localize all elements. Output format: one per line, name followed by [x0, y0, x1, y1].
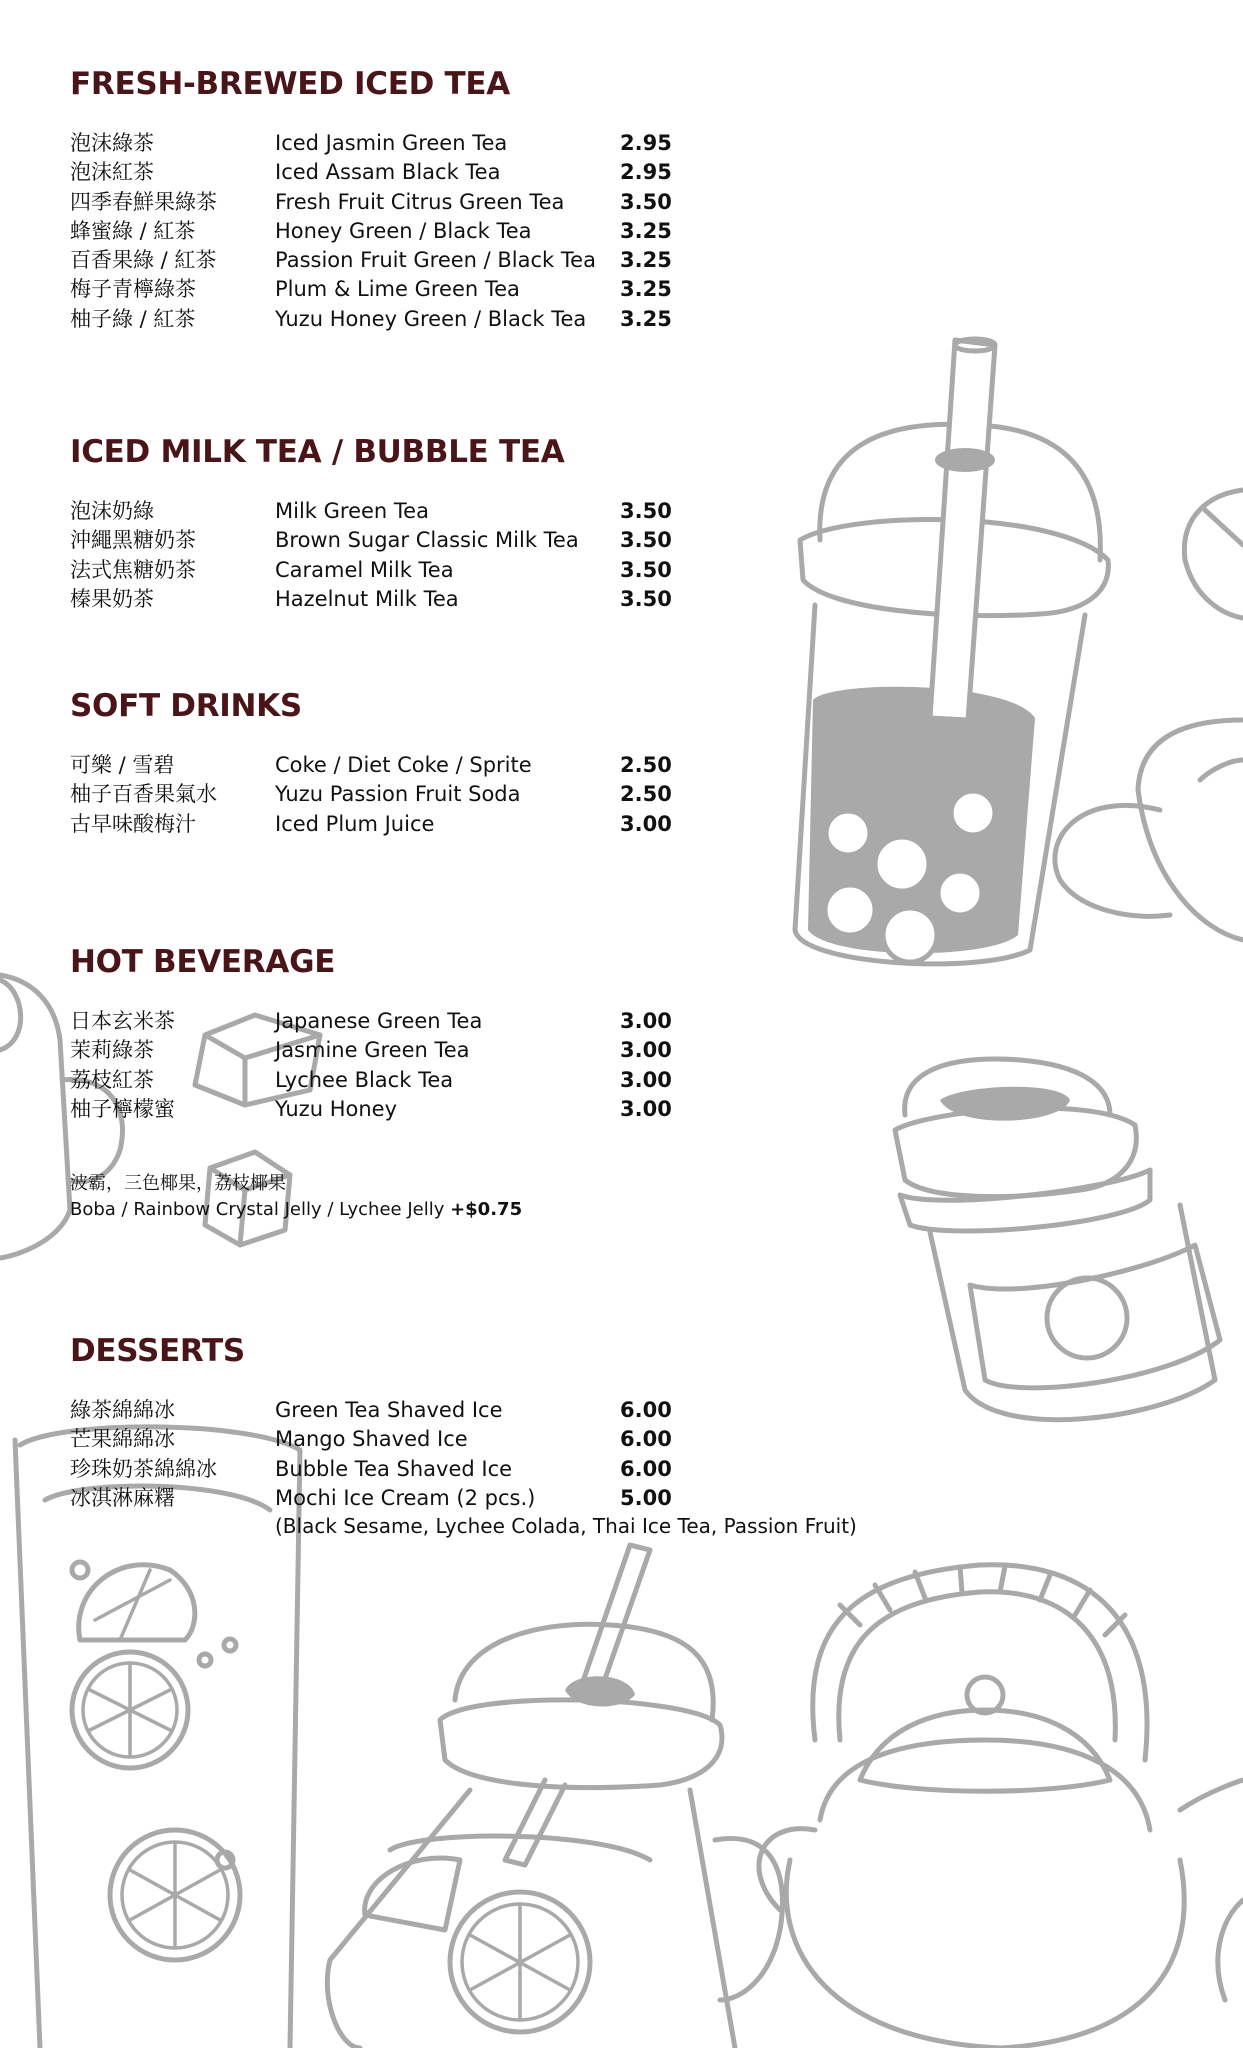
item-list	[70, 497, 970, 614]
menu-item	[70, 1425, 970, 1454]
toppings-note	[70, 1171, 970, 1223]
item-name-zh: 可樂 / 雪碧	[70, 753, 175, 777]
menu-item	[70, 1396, 970, 1425]
section-hot-beverage	[70, 942, 970, 1124]
item-name-zh: 沖繩黑糖奶茶	[70, 528, 196, 553]
item-price: 3.25	[620, 277, 672, 302]
menu-item	[70, 158, 970, 187]
item-name-zh: 柚子綠 / 紅茶	[70, 306, 196, 331]
section-title: ICED MILK TEA / BUBBLE TEA	[70, 434, 565, 470]
item-name-zh: 芒果綿綿冰	[70, 1427, 175, 1452]
menu-item	[70, 1484, 970, 1513]
item-price: 2.50	[620, 753, 672, 777]
mochi-flavors-row	[70, 1513, 970, 1539]
item-price: 6.00	[620, 1398, 672, 1422]
section-desserts	[70, 1331, 970, 1539]
toppings-zh: 波霸，三色椰果，荔枝椰果	[70, 1173, 286, 1194]
menu-item	[70, 246, 970, 275]
item-name-zh: 古早味酸梅汁	[70, 811, 196, 836]
item-name-zh: 荔枝紅茶	[70, 1067, 154, 1092]
item-price: 3.00	[620, 1009, 672, 1033]
menu-item	[70, 275, 970, 304]
item-price: 2.95	[620, 160, 672, 185]
item-name-en: Fresh Fruit Citrus Green Tea	[275, 189, 565, 214]
item-list	[70, 751, 970, 839]
item-name-en: Hazelnut Milk Tea	[275, 586, 459, 611]
item-price: 3.50	[620, 189, 672, 214]
item-name-en: Caramel Milk Tea	[275, 557, 454, 582]
item-price: 3.50	[620, 528, 672, 553]
menu-item	[70, 585, 970, 614]
item-price: 3.00	[620, 1067, 672, 1092]
item-price: 3.25	[620, 218, 672, 243]
menu-item	[70, 1066, 970, 1095]
toppings-price: +$0.75	[450, 1199, 523, 1220]
item-list	[70, 1007, 970, 1124]
item-name-en: Plum & Lime Green Tea	[275, 277, 520, 302]
menu-item	[70, 526, 970, 555]
item-name-en: Mochi Ice Cream (2 pcs.)	[275, 1485, 536, 1510]
item-price: 2.50	[620, 782, 672, 807]
item-name-en: Honey Green / Black Tea	[275, 218, 532, 243]
menu-item	[70, 751, 970, 780]
item-name-zh: 茉莉綠茶	[70, 1038, 154, 1063]
item-name-zh: 蜂蜜綠 / 紅茶	[70, 218, 196, 243]
tea-bowl-icon	[1184, 490, 1243, 618]
item-price: 3.50	[620, 557, 672, 582]
item-name-en: Green Tea Shaved Ice	[275, 1398, 503, 1422]
menu-item	[70, 1095, 970, 1124]
item-name-en: Mango Shaved Ice	[275, 1427, 468, 1452]
item-name-en: Yuzu Honey	[275, 1096, 398, 1121]
item-price: 3.00	[620, 811, 672, 836]
item-name-zh: 泡沫奶綠	[70, 499, 154, 523]
section-iced-milk-tea	[70, 432, 970, 614]
item-price: 3.50	[620, 499, 672, 523]
item-name-zh: 日本玄米茶	[70, 1009, 175, 1033]
item-price: 2.95	[620, 131, 672, 155]
menu-item	[70, 217, 970, 246]
item-name-en: Iced Assam Black Tea	[275, 160, 501, 185]
item-name-en: Coke / Diet Coke / Sprite	[275, 753, 532, 777]
section-fresh-brewed-iced-tea	[70, 64, 970, 334]
item-name-en: Yuzu Honey Green / Black Tea	[275, 306, 587, 331]
item-name-zh: 綠茶綿綿冰	[70, 1398, 175, 1422]
item-name-en: Brown Sugar Classic Milk Tea	[275, 528, 579, 553]
menu-item	[70, 780, 970, 809]
menu-item	[70, 1455, 970, 1484]
menu-item	[70, 556, 970, 585]
item-list	[70, 1396, 970, 1539]
section-soft-drinks	[70, 686, 970, 839]
item-price: 3.25	[620, 306, 672, 331]
menu-item	[70, 129, 970, 158]
item-name-en: Milk Green Tea	[275, 499, 429, 523]
item-name-en: Jasmine Green Tea	[275, 1038, 470, 1063]
item-name-en: Iced Jasmin Green Tea	[275, 131, 508, 155]
item-price: 3.50	[620, 586, 672, 611]
section-title: DESSERTS	[70, 1333, 245, 1369]
item-name-zh: 四季春鮮果綠茶	[70, 189, 217, 214]
item-price: 3.00	[620, 1038, 672, 1063]
item-name-zh: 百香果綠 / 紅茶	[70, 248, 217, 273]
item-name-en: Lychee Black Tea	[275, 1067, 454, 1092]
mason-jar-drink-icon	[327, 1545, 782, 2048]
item-name-zh: 柚子檸檬蜜	[70, 1096, 175, 1121]
item-name-zh: 梅子青檸綠茶	[70, 277, 196, 302]
teapot-icon	[759, 1565, 1243, 2048]
item-price: 6.00	[620, 1456, 672, 1481]
menu-item	[70, 188, 970, 217]
item-price: 3.00	[620, 1096, 672, 1121]
item-price: 5.00	[620, 1485, 672, 1510]
item-name-zh: 泡沫紅茶	[70, 160, 154, 185]
mochi-flavors: (Black Sesame, Lychee Colada, Thai Ice Tea, Passion Fruit)	[275, 1514, 857, 1539]
item-name-zh: 冰淇淋麻糬	[70, 1485, 175, 1510]
item-name-zh: 珍珠奶茶綿綿冰	[70, 1456, 217, 1481]
item-name-en: Passion Fruit Green / Black Tea	[275, 248, 596, 273]
item-name-zh: 榛果奶茶	[70, 586, 154, 611]
menu-item	[70, 1036, 970, 1065]
item-name-zh: 柚子百香果氣水	[70, 782, 217, 807]
item-list	[70, 129, 970, 334]
menu-item	[70, 1007, 970, 1036]
item-price: 6.00	[620, 1427, 672, 1452]
toppings-en	[70, 1197, 970, 1223]
menu-item	[70, 810, 970, 839]
section-title: FRESH-BREWED ICED TEA	[70, 66, 510, 102]
section-title: SOFT DRINKS	[70, 688, 302, 724]
item-name-zh: 法式焦糖奶茶	[70, 557, 196, 582]
section-title: HOT BEVERAGE	[70, 944, 336, 980]
menu-item	[70, 305, 970, 334]
item-name-en: Japanese Green Tea	[275, 1009, 483, 1033]
coffee-cup-icon	[1055, 720, 1243, 940]
menu-item	[70, 497, 970, 526]
item-name-en: Bubble Tea Shaved Ice	[275, 1456, 513, 1481]
item-name-zh: 泡沫綠茶	[70, 131, 154, 155]
item-name-en: Iced Plum Juice	[275, 811, 435, 836]
item-name-en: Yuzu Passion Fruit Soda	[275, 782, 521, 807]
toppings-en-text: Boba / Rainbow Crystal Jelly / Lychee Jelly	[70, 1199, 451, 1220]
item-price: 3.25	[620, 248, 672, 273]
